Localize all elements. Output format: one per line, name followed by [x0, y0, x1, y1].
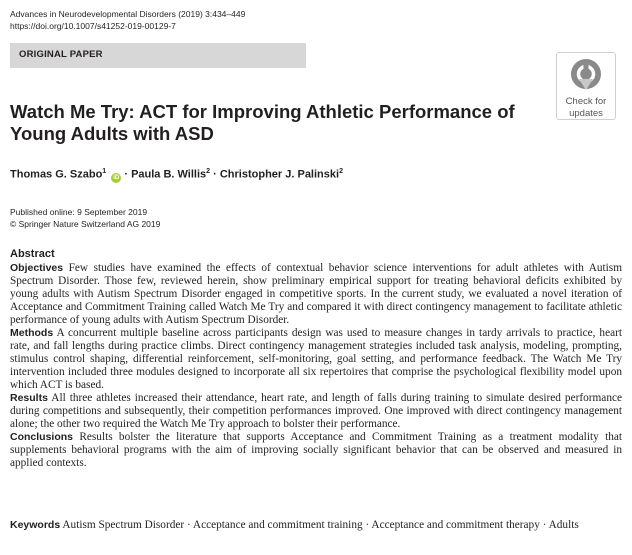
section-text: Few studies have examined the effects of contextual behavior science interventions for adult athletes with Autism Spectrum Disorder. Those few, reviewed herein, show preliminary empirical support for treating behavioral deficits exhibited by young adults with Autism Spectrum Disorder engaged in competitive sports. In the current study, we evaluated a novel iteration of Acceptance and Commitment Training called Watch Me Try and compared it with direct contingency management to facilitate athletic performance of young adults with Autism Spectrum Disorder. [10, 262, 622, 326]
article-title: Watch Me Try: ACT for Improving Athletic Performance of Young Adults with ASD [10, 101, 515, 144]
section-label: Conclusions [10, 431, 74, 443]
check-for-updates-icon [569, 57, 603, 95]
author-name[interactable]: Thomas G. Szabo [10, 168, 103, 181]
author-separator: · [213, 168, 217, 181]
abstract-objectives [10, 262, 622, 327]
section-label: Results [10, 392, 48, 404]
author-name[interactable]: Paula B. Willis [131, 168, 207, 181]
affiliation-sup: 2 [339, 168, 343, 175]
affiliation-sup: 2 [206, 168, 211, 175]
published-date: Published online: 9 September 2019 [10, 207, 148, 217]
orcid-icon[interactable]: iD [113, 174, 120, 181]
section-text: A concurrent multiple baseline across participants design was used to measure changes in tardy arrivals to practice, heart rate, and fall lengths during practice climbs. Direct contingency management strategies included task analysis, modeling, prompting, stimulus control shaping, differential reinforcement, self-monitoring, goal setting, and performance feedback. The Watch Me Try intervention included three modules designed to incorporate all six repertoires that comprise the psychological flexibility model upon which ACT is based. [10, 327, 622, 391]
section-text: Results bolster the literature that supports Acceptance and Commitment Training as a treatment modality that supplements behavioral programs with the aim of improving socially significant behavior that can be observed and measured in applied contexts. [10, 431, 623, 469]
section-label: Methods [10, 327, 54, 339]
author-separator: · [124, 168, 128, 181]
journal-citation: Advances in Neurodevelopmental Disorders (2019) 3:434–449 [10, 9, 246, 19]
abstract-heading: Abstract [10, 248, 55, 260]
affiliation-sup: 1 [102, 168, 107, 175]
keywords-text: Autism Spectrum Disorder · Acceptance and commitment training · Acceptance and commitment therapy · Adults [62, 519, 579, 531]
article-type-label: ORIGINAL PAPER [19, 49, 103, 60]
keywords-label: Keywords [10, 519, 61, 531]
abstract-results [10, 392, 622, 431]
keywords [10, 519, 622, 532]
article-type-band [10, 43, 306, 68]
abstract-methods [10, 327, 622, 392]
author-name[interactable]: Christopher J. Palinski [219, 168, 340, 181]
doi-link[interactable]: https://doi.org/10.1007/s41252-019-00129-7 [10, 21, 176, 31]
badge-line-1: Check for [565, 96, 607, 107]
section-text: All three athletes increased their attendance, heart rate, and length of falls during training to simulate desired performance during competitions and subsequently, their competition performances improved. One improved with direct contingency management alone; the other two required the Watch Me Try approach to bolster their performance. [10, 392, 622, 430]
section-label: Objectives [10, 262, 64, 274]
abstract-conclusions [10, 431, 622, 470]
abstract-body [10, 262, 622, 470]
badge-line-2: updates [569, 108, 603, 119]
copyright-notice: © Springer Nature Switzerland AG 2019 [10, 219, 161, 229]
check-for-updates-badge[interactable] [556, 52, 616, 120]
author-list [10, 168, 343, 183]
